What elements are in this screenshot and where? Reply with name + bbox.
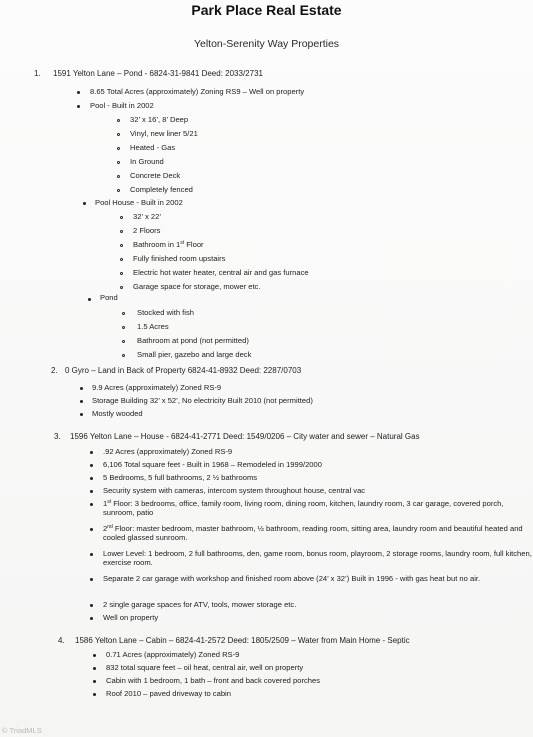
- sub-bullet: [117, 175, 120, 178]
- list-item: Completely fenced: [130, 185, 193, 194]
- list-item: [103, 524, 533, 542]
- bullet: [90, 528, 93, 531]
- bullet: [77, 91, 80, 94]
- list-item: Separate 2 car garage with workshop and finished room above (24’ x 32’) Built in 1996 - with gas heat but no air.: [103, 574, 481, 583]
- list-item: Cabin with 1 bedroom, 1 bath – front and back covered porches: [106, 676, 321, 685]
- bullet: [77, 105, 80, 108]
- bullet: [90, 477, 93, 480]
- sub-bullet: [120, 272, 123, 275]
- superscript: nd: [107, 524, 113, 530]
- list-item-text: Floor: 3 bedrooms, office, family room, living room, dining room, kitchen, laundry room, 3 car garage, covered porch, sunroom, patio: [103, 499, 504, 517]
- list-item: Electric hot water heater, central air and gas furnace: [133, 268, 309, 277]
- list-item: 0.71 Acres (approximately) Zoned RS-9: [106, 650, 240, 659]
- sub-bullet: [120, 244, 123, 247]
- bullet: [83, 202, 86, 205]
- list-item-text: Floor: [184, 240, 204, 249]
- list-item: Roof 2010 – paved driveway to cabin: [106, 689, 231, 698]
- list-item: Small pier, gazebo and large deck: [137, 350, 252, 359]
- property-heading: 1591 Yelton Lane – Pond - 6824-31-9841 Deed: 2033/2731: [53, 69, 263, 78]
- bullet: [90, 490, 93, 493]
- bullet: [88, 298, 91, 301]
- bullet: [93, 680, 96, 683]
- bullet: [93, 693, 96, 696]
- list-item: [103, 499, 533, 517]
- sub-bullet: [117, 133, 120, 136]
- list-item: 1.5 Acres: [137, 322, 169, 331]
- bullet: [80, 387, 83, 390]
- list-item: 32’ x 22’: [133, 212, 162, 221]
- superscript: st: [180, 240, 185, 246]
- list-item: 832 total square feet – oil heat, central air, well on property: [106, 663, 304, 672]
- list-item: In Ground: [130, 157, 164, 166]
- list-item: Vinyl, new liner 5/21: [130, 129, 198, 138]
- sub-bullet: [117, 161, 120, 164]
- property-heading: 0 Gyro – Land in Back of Property 6824-41-8932 Deed: 2287/0703: [65, 366, 302, 375]
- list-item: Pool - Built in 2002: [90, 101, 154, 110]
- sub-bullet: [120, 258, 123, 261]
- sub-bullet: [122, 312, 125, 315]
- list-item: Stocked with fish: [137, 308, 194, 317]
- sub-bullet: [122, 354, 125, 357]
- list-item: Bathroom at pond (not permitted): [137, 336, 249, 345]
- list-item: Well on property: [103, 613, 159, 622]
- bullet: [80, 400, 83, 403]
- list-item-text: 2: [103, 524, 108, 533]
- list-item: 2 Floors: [133, 226, 161, 235]
- property-number: 3.: [54, 432, 61, 441]
- bullet: [90, 451, 93, 454]
- bullet: [90, 553, 93, 556]
- sub-bullet: [117, 147, 120, 150]
- bullet: [90, 578, 93, 581]
- list-item-text: 1: [103, 499, 108, 508]
- list-item-text: Bathroom in 1: [133, 240, 181, 249]
- sub-bullet: [120, 286, 123, 289]
- list-item: Pool House - Built in 2002: [95, 198, 183, 207]
- property-number: 2.: [51, 366, 58, 375]
- list-item: Concrete Deck: [130, 171, 181, 180]
- document-subtitle: Yelton-Serenity Way Properties: [193, 38, 340, 50]
- list-item: 32’ x 16’, 8’ Deep: [130, 115, 189, 124]
- bullet: [90, 503, 93, 506]
- list-item: .92 Acres (approximately) Zoned RS-9: [103, 447, 233, 456]
- list-item: 9.9 Acres (approximately) Zoned RS-9: [92, 383, 222, 392]
- list-item: Mostly wooded: [92, 409, 143, 418]
- bullet: [90, 604, 93, 607]
- property-number: 1.: [34, 69, 41, 78]
- bullet: [90, 464, 93, 467]
- sub-bullet: [117, 119, 120, 122]
- list-item: Storage Building 32’ x 52’, No electricity Built 2010 (not permitted): [92, 396, 313, 405]
- bullet: [90, 617, 93, 620]
- list-item: Security system with cameras, intercom system throughout house, central vac: [103, 486, 366, 495]
- property-heading: 1586 Yelton Lane – Cabin – 6824-41-2572 Deed: 1805/2509 – Water from Main Home - Septic: [75, 636, 410, 645]
- property-heading: 1596 Yelton Lane – House - 6824-41-2771 Deed: 1549/0206 – City water and sewer – Natural Gas: [70, 432, 420, 441]
- list-item: 8.65 Total Acres (approximately) Zoning RS9 – Well on property: [90, 87, 305, 96]
- sub-bullet: [120, 230, 123, 233]
- list-item: Pond: [100, 293, 118, 302]
- sub-bullet: [120, 216, 123, 219]
- document-title: Park Place Real Estate: [191, 2, 342, 18]
- sub-bullet: [122, 326, 125, 329]
- sub-bullet: [122, 340, 125, 343]
- watermark: © TriadMLS: [2, 726, 42, 735]
- list-item: Heated - Gas: [130, 143, 176, 152]
- list-item: Lower Level: 1 bedroom, 2 full bathrooms, den, game room, bonus room, playroom, 2 storage rooms, laundry room, full kitchen, exercise room.: [103, 549, 532, 567]
- list-item: 6,106 Total square feet - Built in 1968 – Remodeled in 1999/2000: [103, 460, 322, 469]
- bullet: [80, 413, 83, 416]
- list-item-text: Floor: master bedroom, master bathroom, ½ bathroom, reading room, sitting area, laundry room and beautiful heated and cooled glassed sunroom.: [103, 524, 523, 542]
- bullet: [93, 667, 96, 670]
- list-item: Fully finished room upstairs: [133, 254, 226, 263]
- superscript: st: [107, 499, 112, 505]
- list-item: Garage space for storage, mower etc.: [133, 282, 261, 291]
- bullet: [93, 654, 96, 657]
- property-number: 4.: [58, 636, 65, 645]
- list-item: 2 single garage spaces for ATV, tools, mower storage etc.: [103, 600, 297, 609]
- list-item: 5 Bedrooms, 5 full bathrooms, 2 ½ bathrooms: [103, 473, 258, 482]
- sub-bullet: [117, 189, 120, 192]
- list-item: [133, 240, 204, 249]
